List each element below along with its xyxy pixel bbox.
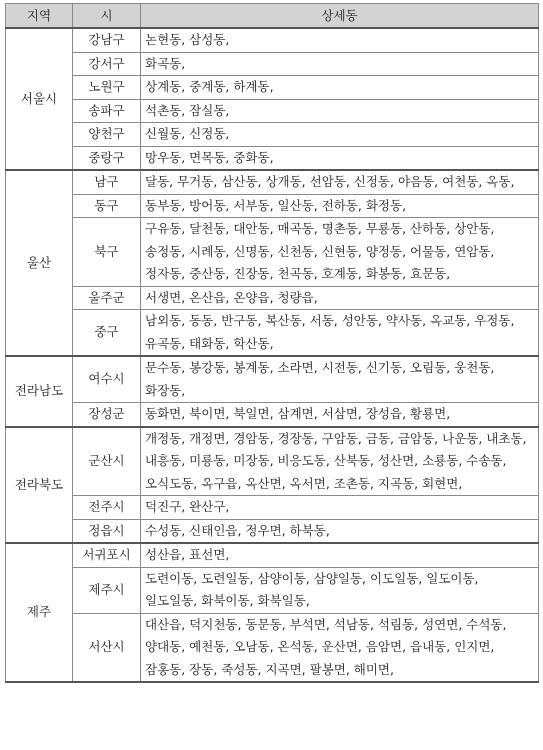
city-cell: 서산시 xyxy=(73,613,141,682)
table-row xyxy=(6,99,539,123)
city-cell: 전주시 xyxy=(73,496,141,520)
city-cell: 중랑구 xyxy=(73,146,141,170)
detail-cell: 성산읍, 표선면, xyxy=(141,543,539,567)
city-cell: 동구 xyxy=(73,194,141,218)
detail-cell: 상계동, 중계동, 하계동, xyxy=(141,76,539,100)
detail-cell: 구유동, 달천동, 대안동, 매곡동, 명촌동, 무룡동, 산하동, 상안동, 송정동, 시례동, 신명동, 신천동, 신현동, 양정동, 어물동, 연암동, 정자동, 중산동, 진장동, 천곡동, 호계동, 화봉동, 효문동, xyxy=(141,218,539,287)
detail-cell: 도련이동, 도련일동, 삼양이동, 삼양일동, 이도일동, 일도이동, 일도일동, 화북이동, 화북일동, xyxy=(141,567,539,613)
table-row xyxy=(6,519,539,543)
city-cell: 북구 xyxy=(73,218,141,287)
city-cell: 서귀포시 xyxy=(73,543,141,567)
table-row xyxy=(6,52,539,76)
city-cell: 여수시 xyxy=(73,356,141,403)
city-cell: 제주시 xyxy=(73,567,141,613)
table-row xyxy=(6,496,539,520)
detail-cell: 신월동, 신정동, xyxy=(141,123,539,147)
header-detail: 상세동 xyxy=(141,4,539,29)
detail-cell: 대산읍, 덕지천동, 동문동, 부석면, 석남동, 석림동, 성연면, 수석동, 양대동, 예천동, 오남동, 온석동, 운산면, 음암면, 읍내동, 인지면, 잠홍동, 장동, 죽성동, 지곡면, 팔봉면, 해미면, xyxy=(141,613,539,682)
detail-cell: 동부동, 방어동, 서부동, 일산동, 전하동, 화정동, xyxy=(141,194,539,218)
detail-cell: 달동, 무거동, 삼산동, 상개동, 선암동, 신정동, 야음동, 여천동, 옥동, xyxy=(141,170,539,194)
table-row xyxy=(6,218,539,287)
detail-cell: 덕진구, 완산구, xyxy=(141,496,539,520)
detail-cell: 망우동, 면목동, 중화동, xyxy=(141,146,539,170)
detail-cell: 동화면, 북이면, 북일면, 삼계면, 서삼면, 장성읍, 황룡면, xyxy=(141,403,539,427)
table-row xyxy=(6,613,539,682)
region-cell: 서울시 xyxy=(6,28,73,170)
table-row xyxy=(6,543,539,567)
city-cell: 정읍시 xyxy=(73,519,141,543)
region-cell: 울산 xyxy=(6,170,73,356)
header-region: 지역 xyxy=(6,4,73,29)
table-row xyxy=(6,356,539,403)
table-row xyxy=(6,170,539,194)
table-row xyxy=(6,76,539,100)
region-cell: 제주 xyxy=(6,543,73,682)
detail-cell: 서생면, 온산읍, 온양읍, 청량읍, xyxy=(141,286,539,310)
detail-cell: 화곡동, xyxy=(141,52,539,76)
table-row xyxy=(6,403,539,427)
city-cell: 군산시 xyxy=(73,427,141,496)
table-row xyxy=(6,567,539,613)
detail-cell: 개정동, 개정면, 경암동, 경장동, 구암동, 금동, 금암동, 나운동, 내초동, 내흥동, 미룡동, 미장동, 비응도동, 산북동, 성산면, 소룡동, 수송동, 오식도동, 옥구읍, 옥산면, 옥서면, 조촌동, 지곡동, 회현면, xyxy=(141,427,539,496)
table-row xyxy=(6,123,539,147)
table-row xyxy=(6,146,539,170)
city-cell: 노원구 xyxy=(73,76,141,100)
city-cell: 강남구 xyxy=(73,28,141,52)
region-cell: 전라북도 xyxy=(6,427,73,544)
region-cell: 전라남도 xyxy=(6,356,73,427)
table-row xyxy=(6,286,539,310)
city-cell: 강서구 xyxy=(73,52,141,76)
table-row xyxy=(6,28,539,52)
city-cell: 장성군 xyxy=(73,403,141,427)
table-row xyxy=(6,310,539,357)
detail-cell: 남외동, 동동, 반구동, 복산동, 서동, 성안동, 약사동, 옥교동, 우정동, 유곡동, 태화동, 학산동, xyxy=(141,310,539,357)
city-cell: 남구 xyxy=(73,170,141,194)
header-row xyxy=(6,4,539,29)
detail-cell: 문수동, 봉강동, 봉계동, 소라면, 시전동, 신기동, 오림동, 웅천동, 화장동, xyxy=(141,356,539,403)
table-row xyxy=(6,194,539,218)
city-cell: 울주군 xyxy=(73,286,141,310)
header-city: 시 xyxy=(73,4,141,29)
detail-cell: 수성동, 신태인읍, 정우면, 하북동, xyxy=(141,519,539,543)
city-cell: 송파구 xyxy=(73,99,141,123)
table-row xyxy=(6,427,539,496)
detail-cell: 논현동, 삼성동, xyxy=(141,28,539,52)
city-cell: 양천구 xyxy=(73,123,141,147)
city-cell: 중구 xyxy=(73,310,141,357)
detail-cell: 석촌동, 잠실동, xyxy=(141,99,539,123)
region-table xyxy=(5,3,539,683)
